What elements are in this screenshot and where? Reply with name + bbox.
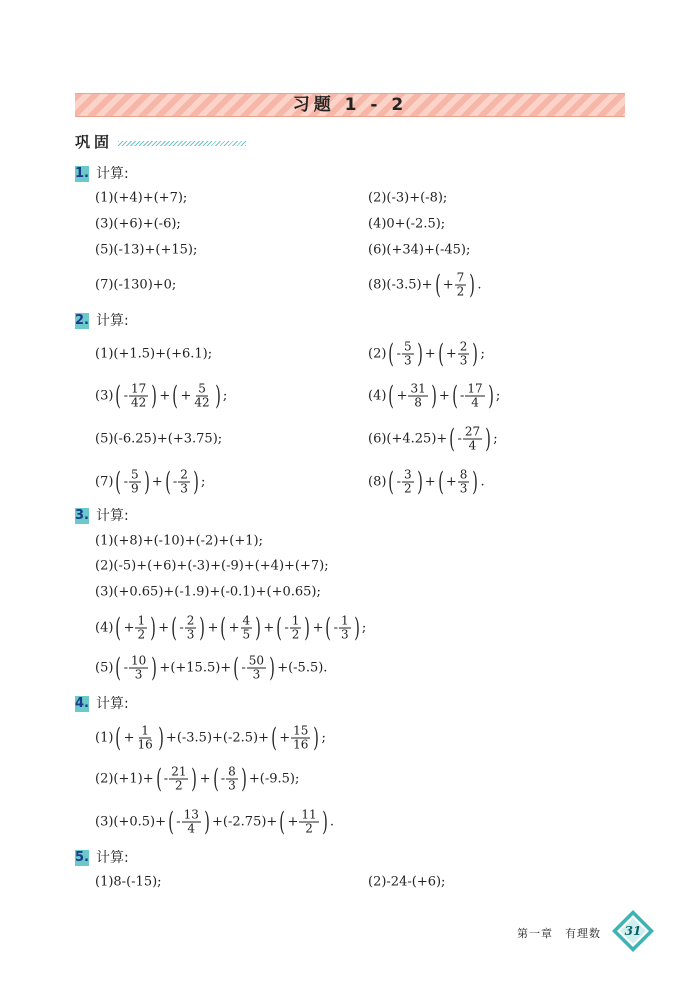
expression-text: -: [457, 431, 462, 447]
numerator: 11: [301, 807, 317, 822]
expression-text: +(-9.5);: [248, 771, 300, 787]
expression-text: -: [459, 388, 465, 404]
exercise-banner: [75, 93, 625, 117]
expression-text: ;: [321, 730, 326, 746]
parenthesis: ): [204, 807, 210, 837]
parenthesis: (: [276, 613, 283, 643]
fraction: [185, 615, 197, 642]
q1-item-4: [368, 217, 445, 232]
parenthesis: ): [193, 467, 199, 497]
numerator: 21: [171, 764, 187, 779]
parenthesis: ): [469, 270, 476, 300]
parenthesis: ): [269, 653, 275, 683]
expression-text: +: [445, 474, 457, 490]
parenthesis: ): [241, 764, 247, 794]
expression-text: ;: [495, 388, 501, 404]
q4-item-1: [95, 725, 326, 752]
denominator: 3: [403, 353, 412, 368]
denominator: 8: [414, 395, 422, 410]
expression-text: (4): [368, 388, 387, 404]
fraction: [241, 615, 253, 642]
parenthesis: ): [158, 723, 164, 753]
parenthesis: ): [487, 381, 494, 411]
expression-text: +: [159, 388, 171, 404]
question-label-5: 计算:: [96, 850, 129, 866]
expression-text: +: [445, 346, 457, 362]
denominator: 4: [187, 821, 196, 836]
exercise-title: 习题 1 - 2: [292, 95, 408, 115]
expression-text: (1): [95, 730, 114, 746]
parenthesis: (: [437, 339, 444, 369]
denominator: 3: [134, 667, 143, 682]
parenthesis: (: [388, 381, 395, 411]
denominator: 5: [242, 627, 251, 642]
expression-text: -: [220, 771, 226, 787]
expression-text: -: [172, 474, 178, 490]
parenthesis: (: [155, 764, 162, 794]
parenthesis: ): [321, 807, 328, 837]
fraction: [402, 341, 414, 368]
chapter-footer: 第一章 有理数: [517, 927, 601, 940]
fraction: [182, 809, 201, 836]
denominator: 2: [137, 627, 146, 642]
expression-text: +: [312, 620, 324, 636]
numerator: 1: [137, 613, 146, 628]
expression-text: (1)(+8)+(-10)+(-2)+(+1);: [95, 533, 263, 549]
denominator: 2: [305, 821, 313, 836]
expression-text: +: [207, 620, 219, 636]
expression-text: +: [158, 620, 170, 636]
parenthesis: (: [164, 467, 171, 497]
fraction: [226, 766, 238, 793]
expression-text: +: [123, 620, 135, 636]
denominator: 4: [471, 395, 479, 410]
parenthesis: (: [388, 339, 395, 369]
parenthesis: (: [115, 653, 122, 683]
numerator: 5: [198, 381, 206, 396]
numerator: 1: [141, 723, 149, 738]
denominator: 3: [252, 667, 261, 682]
parenthesis: (: [212, 764, 219, 794]
q3-item-1: [95, 534, 263, 549]
expression-text: +: [199, 771, 211, 787]
expression-text: (3): [95, 388, 114, 404]
numerator: 10: [130, 653, 147, 668]
fraction: [129, 383, 148, 410]
numerator: 8: [459, 467, 468, 482]
q1-item-5: [95, 243, 197, 258]
expression-text: (7): [95, 474, 114, 490]
expression-text: (2)-24-(+6);: [368, 874, 446, 890]
parenthesis: ): [143, 467, 150, 497]
parenthesis: ): [191, 764, 198, 794]
numerator: 1: [341, 613, 349, 628]
numerator: 1: [291, 613, 300, 628]
fraction: [455, 272, 467, 299]
denominator: 16: [137, 737, 153, 752]
parenthesis: ): [353, 613, 360, 643]
numerator: 8: [228, 764, 236, 779]
expression-text: +: [263, 620, 275, 636]
expression-text: -: [396, 346, 401, 362]
parenthesis: (: [168, 807, 174, 837]
page-number: 31: [624, 924, 642, 938]
expression-text: ;: [480, 346, 485, 362]
fraction: [339, 615, 351, 642]
denominator: 2: [175, 778, 183, 793]
q5-item-2: [368, 875, 445, 890]
parenthesis: ): [485, 424, 492, 454]
expression-text: (4)0+(-2.5);: [368, 216, 446, 232]
q2-item-8: [368, 469, 485, 496]
question-label-3: 计算:: [96, 508, 129, 524]
numerator: 50: [248, 653, 265, 668]
parenthesis: ): [416, 467, 423, 497]
parenthesis: ): [472, 467, 479, 497]
numerator: 27: [464, 424, 481, 439]
expression-text: (1)(+1.5)+(+6.1);: [95, 346, 213, 362]
denominator: 3: [186, 627, 195, 642]
expression-text: +: [442, 277, 454, 293]
expression-text: -: [163, 771, 169, 787]
expression-text: (2)(+1)+: [95, 771, 154, 787]
expression-text: +: [287, 814, 299, 830]
fraction: [299, 809, 318, 836]
fraction: [135, 615, 147, 642]
question-label-4: 计算:: [96, 696, 129, 712]
parenthesis: (: [437, 467, 444, 497]
parenthesis: (: [115, 723, 122, 753]
fraction: [178, 469, 190, 496]
parenthesis: (: [434, 270, 441, 300]
parenthesis: (: [452, 381, 458, 411]
expression-text: (3)(+6)+(-6);: [95, 216, 181, 232]
parenthesis: ): [151, 653, 158, 683]
denominator: 42: [130, 395, 147, 410]
expression-text: (6)(+4.25)+: [368, 431, 448, 447]
expression-text: (7)(-130)+0;: [95, 277, 177, 293]
denominator: 4: [468, 438, 477, 453]
question-number-5: 5.: [75, 850, 89, 865]
numerator: 2: [186, 613, 195, 628]
parenthesis: (: [115, 613, 122, 643]
expression-text: -: [241, 660, 246, 676]
q3-item-5: [95, 655, 327, 682]
parenthesis: (: [449, 424, 456, 454]
parenthesis: (: [388, 467, 395, 497]
expression-text: ;: [493, 431, 498, 447]
parenthesis: ): [472, 339, 479, 369]
expression-text: +(-3.5)+(-2.5)+: [165, 730, 270, 746]
fraction: [135, 725, 154, 752]
parenthesis: (: [115, 381, 122, 411]
expression-text: (5): [95, 660, 114, 676]
section-divider: [118, 141, 246, 146]
fraction: [465, 383, 484, 410]
expression-text: (6)(+34)+(-45);: [368, 242, 471, 258]
denominator: 2: [291, 627, 300, 642]
parenthesis: (: [171, 613, 178, 643]
expression-text: -: [123, 388, 128, 404]
fraction: [402, 469, 414, 496]
denominator: 9: [130, 481, 139, 496]
parenthesis: (: [172, 381, 179, 411]
expression-text: ;: [222, 388, 228, 404]
expression-text: +: [123, 730, 135, 746]
question-label-2: 计算:: [96, 313, 129, 329]
denominator: 3: [180, 481, 188, 496]
numerator: 15: [293, 723, 309, 738]
numerator: 31: [410, 381, 426, 396]
fraction: [463, 426, 482, 453]
parenthesis: ): [151, 381, 158, 411]
q2-item-7: [95, 469, 205, 496]
fraction: [291, 725, 310, 752]
parenthesis: (: [220, 613, 227, 643]
fraction: [458, 469, 470, 496]
fraction: [169, 766, 188, 793]
expression-text: +: [228, 620, 240, 636]
fraction: [458, 341, 470, 368]
q4-item-2: [95, 766, 299, 793]
fraction: [129, 655, 148, 682]
expression-text: -: [176, 814, 181, 830]
fraction: [192, 383, 211, 410]
numerator: 17: [130, 381, 147, 396]
expression-text: -: [333, 620, 339, 636]
question-number-4: 4.: [75, 696, 89, 711]
expression-text: -: [396, 474, 401, 490]
parenthesis: (: [279, 807, 286, 837]
question-number-3: 3.: [75, 508, 89, 523]
denominator: 3: [459, 353, 468, 368]
q4-item-3: [95, 809, 334, 836]
q2-item-2: [368, 341, 485, 368]
expression-text: +: [424, 346, 436, 362]
expression-text: .: [329, 814, 334, 830]
parenthesis: ): [255, 613, 262, 643]
denominator: 3: [228, 778, 236, 793]
question-label-1: 计算:: [96, 166, 129, 182]
expression-text: -: [123, 474, 128, 490]
q1-item-3: [95, 217, 181, 232]
expression-text: +(+15.5)+: [159, 660, 232, 676]
expression-text: +: [424, 474, 436, 490]
expression-text: (2): [368, 346, 387, 362]
parenthesis: (: [271, 723, 277, 753]
q2-item-6: [368, 426, 498, 453]
expression-text: (2)(-3)+(-8);: [368, 190, 448, 206]
expression-text: -: [284, 620, 289, 636]
parenthesis: ): [214, 381, 221, 411]
numerator: 4: [242, 613, 251, 628]
section-title: 巩固: [75, 133, 114, 151]
expression-text: (1)(+4)+(+7);: [95, 190, 188, 206]
expression-text: +: [279, 730, 291, 746]
fraction: [129, 469, 141, 496]
expression-text: +: [438, 388, 450, 404]
fraction: [247, 655, 266, 682]
fraction: [290, 615, 302, 642]
expression-text: -: [123, 660, 128, 676]
numerator: 5: [403, 339, 412, 354]
q1-item-8: [368, 272, 482, 299]
parenthesis: ): [150, 613, 156, 643]
expression-text: (1)8-(-15);: [95, 874, 162, 890]
numerator: 2: [459, 339, 468, 354]
expression-text: (3)(+0.65)+(-1.9)+(-0.1)+(+0.65);: [95, 584, 321, 600]
q1-item-2: [368, 191, 447, 206]
parenthesis: ): [416, 339, 423, 369]
parenthesis: (: [115, 467, 122, 497]
denominator: 42: [194, 395, 210, 410]
q1-item-1: [95, 191, 187, 206]
expression-text: (5)(-6.25)+(+3.75);: [95, 431, 223, 447]
q2-item-5: [95, 432, 222, 447]
denominator: 3: [459, 481, 468, 496]
numerator: 2: [180, 467, 188, 482]
expression-text: +(-5.5).: [277, 660, 328, 676]
q1-item-7: [95, 278, 176, 293]
question-number-2: 2.: [75, 313, 89, 328]
expression-text: ;: [361, 620, 367, 636]
q1-item-6: [368, 243, 470, 258]
denominator: 2: [456, 284, 465, 299]
expression-text: ;: [201, 474, 206, 490]
parenthesis: ): [199, 613, 206, 643]
parenthesis: ): [304, 613, 311, 643]
expression-text: -: [179, 620, 184, 636]
expression-text: (2)(-5)+(+6)+(-3)+(-9)+(+4)+(+7);: [95, 558, 329, 574]
q3-item-2: [95, 559, 329, 574]
parenthesis: (: [233, 653, 240, 683]
numerator: 5: [130, 467, 139, 482]
question-number-1: 1.: [75, 166, 89, 181]
parenthesis: ): [431, 381, 437, 411]
denominator: 2: [403, 481, 412, 496]
denominator: 16: [293, 737, 309, 752]
denominator: 3: [341, 627, 349, 642]
q2-item-4: [368, 383, 500, 410]
expression-text: (3)(+0.5)+: [95, 814, 167, 830]
expression-text: (8): [368, 474, 387, 490]
numerator: 3: [403, 467, 412, 482]
expression-text: (5)(-13)+(+15);: [95, 242, 198, 258]
expression-text: +: [180, 388, 192, 404]
q2-item-3: [95, 383, 227, 410]
expression-text: .: [477, 277, 482, 293]
parenthesis: ): [313, 723, 320, 753]
q2-item-1: [95, 347, 212, 362]
numerator: 7: [456, 270, 465, 285]
numerator: 13: [183, 807, 199, 822]
parenthesis: (: [325, 613, 332, 643]
expression-text: +: [151, 474, 163, 490]
fraction: [408, 383, 427, 410]
numerator: 17: [467, 381, 483, 396]
expression-text: (8)(-3.5)+: [368, 277, 433, 293]
q3-item-4: [95, 615, 366, 642]
expression-text: +: [396, 388, 408, 404]
q5-item-1: [95, 875, 162, 890]
expression-text: +(-2.75)+: [212, 814, 278, 830]
q3-item-3: [95, 585, 321, 600]
expression-text: .: [480, 474, 485, 490]
expression-text: (4): [95, 620, 114, 636]
